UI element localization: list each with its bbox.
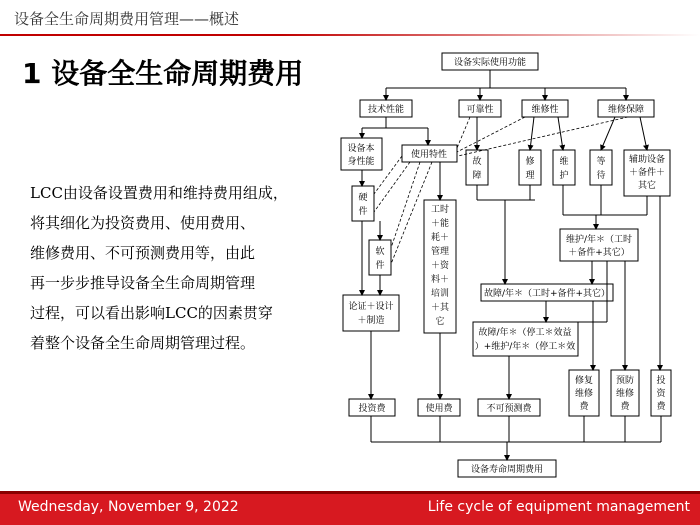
- body-line: 过程，可以看出影响LCC的因素贯穿: [30, 304, 273, 322]
- body-line: 维修费用、不可预测费用等，由此: [30, 244, 256, 262]
- label-design: 论证＋设计: [348, 302, 394, 312]
- label-opcost: 耗＋: [430, 233, 450, 243]
- label-cat-maint: 维修性: [531, 105, 559, 115]
- label-opcost: 它: [435, 317, 445, 327]
- label-fix-maint: 费: [579, 402, 589, 412]
- label-top: 设备实际使用功能: [453, 58, 527, 68]
- label-opcost: 料＋: [430, 275, 450, 285]
- label-fix-maint: 维修: [574, 389, 594, 399]
- label-cat-tech: 技术性能: [367, 105, 405, 115]
- label-fault: 障: [472, 171, 482, 181]
- label-prev-maint: 费: [620, 402, 630, 412]
- footer-date: Wednesday, November 9, 2022: [18, 499, 239, 515]
- label-cost-use: 使用费: [425, 404, 453, 414]
- label-software: 件: [375, 261, 385, 271]
- label-maint-year: 维护/年＊（工时: [565, 235, 633, 245]
- label-opcost: 管理: [430, 247, 450, 257]
- label-cat-support: 维修保障: [607, 105, 645, 115]
- body-line: 再一步步推导设备全生命周期管理: [30, 274, 256, 292]
- label-maintain: 护: [559, 171, 569, 181]
- label-software: 软: [375, 247, 385, 257]
- label-invest-r: 资: [656, 389, 666, 399]
- label-prev-maint: 预防: [615, 376, 635, 386]
- label-usage: 使用特性: [410, 150, 448, 160]
- label-downtime: ）+维护/年＊（停工＊效: [474, 342, 576, 352]
- label-prev-maint: 维修: [615, 389, 635, 399]
- label-hardware: 硬: [358, 193, 368, 203]
- label-opcost: 培训: [430, 289, 450, 299]
- label-opcost: ＋能: [430, 219, 450, 229]
- label-design: ＋制造: [357, 316, 385, 326]
- label-hardware: 件: [358, 207, 368, 217]
- label-opcost: ＋其: [430, 303, 450, 313]
- label-maint-year: ＋备件+其它）: [568, 248, 630, 258]
- body-line: LCC由设备设置费用和维持费用组成，: [30, 184, 288, 202]
- label-invest-r: 投: [656, 376, 666, 386]
- label-fault-year: 故障/年＊（工时+备件+其它）: [483, 289, 611, 299]
- label-wait: 等: [596, 157, 606, 167]
- label-fault: 故: [472, 157, 482, 167]
- label-repair: 修: [525, 157, 535, 167]
- header-title: 设备全生命周期费用管理——概述: [14, 10, 240, 28]
- label-cost-invest: 投资费: [358, 404, 386, 414]
- label-maintain: 维: [559, 157, 569, 167]
- label-cost-unpredict: 不可预测费: [486, 404, 532, 414]
- label-fix-maint: 修复: [574, 376, 594, 386]
- label-aux: 其它: [637, 181, 657, 191]
- label-opcost: ＋资: [430, 261, 450, 271]
- footer-topic: Life cycle of equipment management: [427, 499, 690, 515]
- label-bottom: 设备寿命周期费用: [470, 465, 544, 475]
- label-aux: ＋备件＋: [628, 168, 666, 178]
- body-line: 着整个设备全生命周期管理过程。: [30, 334, 256, 352]
- label-cat-reliab: 可靠性: [466, 105, 494, 115]
- body-line: 将其细化为投资费用、使用费用、: [30, 214, 256, 232]
- footer-bar: [0, 491, 700, 525]
- label-benshen: 设备本: [347, 144, 375, 154]
- label-invest-r: 费: [656, 402, 666, 412]
- label-wait: 待: [596, 171, 606, 181]
- page-title: 1 设备全生命周期费用: [22, 57, 304, 90]
- label-aux: 辅助设备: [628, 155, 666, 165]
- label-benshen: 身性能: [347, 157, 375, 167]
- label-downtime: 故障/年＊（停工＊效益: [478, 328, 572, 338]
- label-repair: 理: [525, 171, 535, 181]
- label-opcost: 工时: [430, 205, 450, 215]
